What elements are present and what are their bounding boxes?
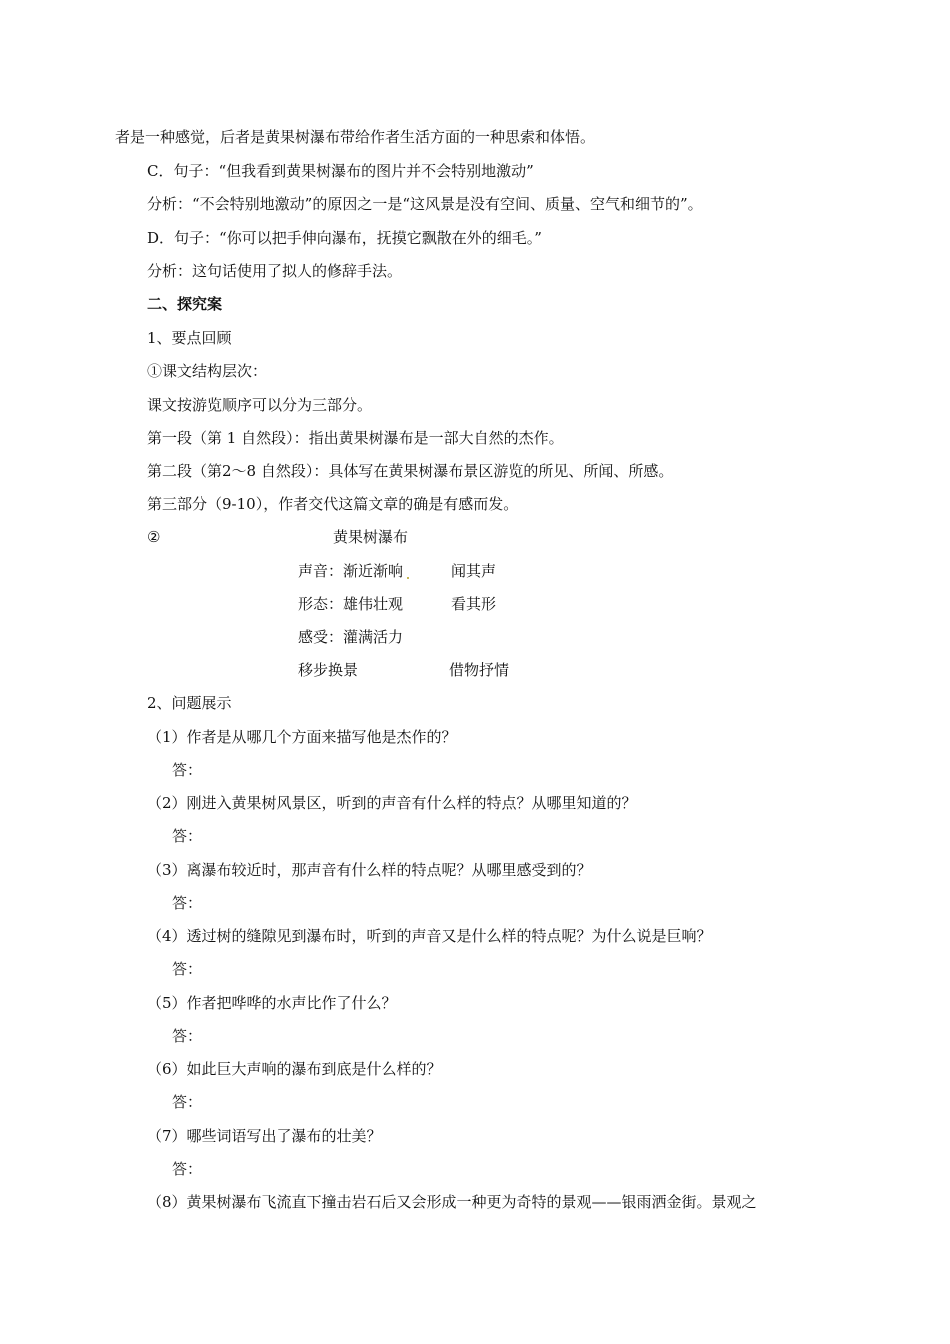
outline-sound-label: 声音：渐近渐响 (298, 561, 413, 581)
answer-1: 答： (172, 761, 203, 779)
question-8: （8）黄果树瀑布飞流直下撞击岩石后又会形成一种更为奇特的景观——银雨洒金街。景观之 (147, 1193, 757, 1211)
option-c-analysis: 分析：“不会特别地激动”的原因之一是“这风景是没有空间、质量、空气和细节的”。 (147, 195, 703, 213)
section-heading: 二、探究案 (147, 295, 223, 313)
answer-5: 答： (172, 1027, 203, 1045)
outline-form-note: 看其形 (451, 595, 497, 613)
outline-sound-note: 闻其声 (451, 562, 497, 580)
stray-dot (407, 577, 409, 579)
structure-heading: ①课文结构层次： (147, 362, 268, 380)
question-2: （2）刚进入黄果树风景区，听到的声音有什么样的特点？从哪里知道的？ (147, 794, 637, 812)
review-heading: 1、要点回顾 (147, 329, 232, 347)
question-6: （6）如此巨大声响的瀑布到底是什么样的？ (147, 1060, 442, 1078)
intro-line: 者是一种感觉，后者是黄果树瀑布带给作者生活方面的一种思索和体悟。 (115, 128, 596, 146)
answer-4: 答： (172, 960, 203, 978)
outline-form-label: 形态：雄伟壮观 (298, 595, 404, 613)
structure-part-2: 第二段（第2～8 自然段）：具体写在黄果树瀑布景区游览的所见、所闻、所感。 (147, 462, 674, 480)
question-1: （1）作者是从哪几个方面来描写他是杰作的？ (147, 728, 457, 746)
option-d-sentence: D．句子：“你可以把手伸向瀑布，抚摸它飘散在外的细毛。” (147, 229, 542, 247)
outline-method-left: 移步换景 (298, 661, 359, 679)
option-c-sentence: C．句子：“但我看到黄果树瀑布的图片并不会特别地激动” (147, 162, 534, 180)
structure-part-3: 第三部分（9-10），作者交代这篇文章的确是有感而发。 (147, 495, 519, 513)
option-d-analysis: 分析：这句话使用了拟人的修辞手法。 (147, 262, 403, 280)
answer-6: 答： (172, 1093, 203, 1111)
outline-title: 黄果树瀑布 (333, 528, 409, 546)
outline-method-right: 借物抒情 (449, 661, 510, 679)
outline-marker: ② (147, 528, 161, 546)
answer-2: 答： (172, 827, 203, 845)
outline-feeling-label: 感受：灌满活力 (298, 628, 404, 646)
answer-3: 答： (172, 894, 203, 912)
question-5: （5）作者把哗哗的水声比作了什么？ (147, 994, 397, 1012)
answer-7: 答： (172, 1160, 203, 1178)
structure-part-1: 第一段（第 1 自然段）：指出黄果树瀑布是一部大自然的杰作。 (147, 429, 564, 447)
questions-heading: 2、问题展示 (147, 694, 232, 712)
structure-intro: 课文按游览顺序可以分为三部分。 (147, 396, 373, 414)
question-4: （4）透过树的缝隙见到瀑布时，听到的声音又是什么样的特点呢？为什么说是巨响？ (147, 927, 712, 945)
question-7: （7）哪些词语写出了瀑布的壮美？ (147, 1127, 382, 1145)
question-3: （3）离瀑布较近时，那声音有什么样的特点呢？从哪里感受到的？ (147, 861, 592, 879)
